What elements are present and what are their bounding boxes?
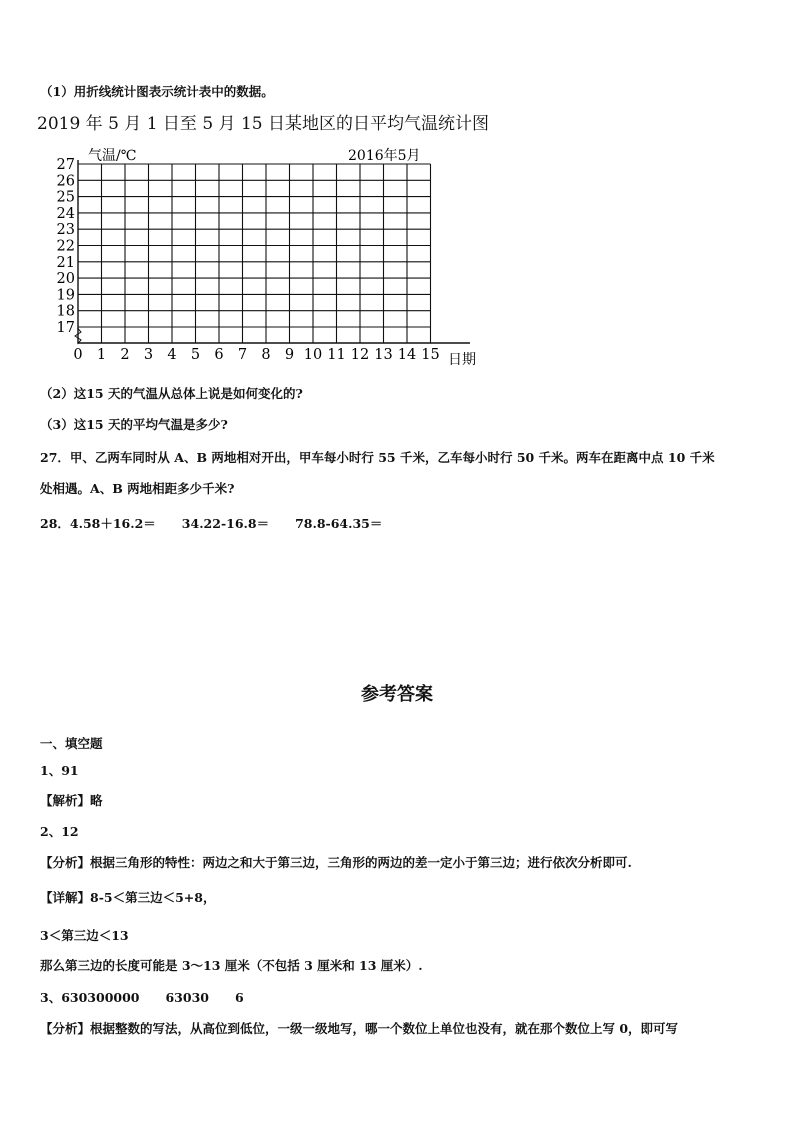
y-tick-label: 19 — [56, 287, 75, 304]
x-tick-label: 5 — [190, 347, 201, 363]
x-tick-label: 1 — [96, 347, 107, 363]
x-tick-label: 13 — [374, 347, 393, 363]
question-1-prompt: （1）用折线统计图表示统计表中的数据。 — [40, 84, 274, 99]
x-axis-ticks — [73, 347, 439, 363]
line-chart-grid — [50, 138, 500, 370]
calc-item: 34.22-16.8＝ — [181, 516, 270, 531]
answer-2-detail: 【详解】8-5＜第三边＜5+8， — [40, 890, 216, 905]
answer-1-analysis: 【解析】略 — [40, 793, 103, 808]
answer-value: 63030 — [165, 990, 209, 1005]
answer-3-analysis: 【分析】根据整数的写法，从高位到低位，一级一级地写，哪一个数位上单位也没有，就在那个数位上写 0，即可写 — [40, 1021, 679, 1036]
y-tick-label: 24 — [56, 205, 75, 222]
question-28 — [40, 514, 382, 532]
chart-grid-lines — [78, 164, 431, 343]
x-tick-label: 12 — [350, 347, 370, 363]
question-2-prompt: （2）这15 天的气温从总体上说是如何变化的? — [40, 386, 303, 401]
y-tick-label: 18 — [56, 303, 75, 320]
x-tick-label: 2 — [120, 347, 130, 363]
x-tick-label: 11 — [327, 347, 346, 363]
answer-value: 6 — [234, 990, 244, 1005]
x-tick-label: 6 — [214, 347, 224, 363]
answer-3-label: 3、 — [40, 990, 62, 1005]
x-tick-label: 7 — [237, 347, 248, 363]
section-heading: 一、填空题 — [40, 736, 103, 751]
answer-2-conclusion: 那么第三边的长度可能是 3～13 厘米（不包括 3 厘米和 13 厘米）. — [40, 958, 423, 973]
x-tick-label: 4 — [167, 347, 177, 363]
y-tick-label: 22 — [56, 238, 75, 255]
chart-title: 2019 年 5 月 1 日至 5 月 15 日某地区的日平均气温统计图 — [37, 114, 489, 134]
calc-item: 4.58＋16.2＝ — [69, 516, 156, 531]
y-tick-label: 26 — [56, 173, 75, 190]
x-tick-label: 14 — [397, 347, 417, 363]
answer-2-step: 3＜第三边＜13 — [40, 928, 129, 943]
x-tick-label: 10 — [303, 347, 323, 363]
question-3-prompt: （3）这15 天的平均气温是多少? — [40, 417, 228, 432]
question-27-line-2: 处相遇。A、B 两地相距多少千米? — [40, 481, 235, 496]
y-tick-label: 17 — [56, 320, 75, 336]
y-tick-label: 25 — [56, 189, 75, 206]
x-tick-label: 9 — [284, 347, 295, 363]
answer-1: 1、91 — [40, 763, 79, 778]
answer-value: 630300000 — [61, 990, 140, 1005]
chart-subtitle: 2016年5月 — [348, 148, 421, 164]
y-tick-label: 27 — [56, 157, 75, 173]
x-tick-label: 3 — [143, 347, 154, 363]
answer-2: 2、12 — [40, 824, 79, 839]
calc-item: 78.8-64.35＝ — [295, 516, 383, 531]
chart-axes — [78, 160, 470, 343]
answer-3 — [40, 988, 244, 1006]
y-axis-ticks — [57, 157, 75, 336]
y-axis-label: 气温/℃ — [88, 148, 137, 164]
y-tick-label: 20 — [56, 271, 75, 288]
y-tick-label: 21 — [56, 254, 75, 271]
y-tick-label: 23 — [56, 222, 75, 239]
x-tick-label: 8 — [261, 347, 271, 363]
x-tick-label: 0 — [73, 347, 83, 363]
question-28-label: 28． — [40, 516, 70, 531]
answers-heading: 参考答案 — [361, 684, 433, 705]
x-axis-label: 日期 — [448, 352, 476, 368]
answer-2-analysis: 【分析】根据三角形的特性：两边之和大于第三边，三角形的两边的差一定小于第三边；进行依次分析即可. — [40, 855, 632, 870]
x-tick-label: 15 — [421, 347, 440, 363]
question-27-line-1: 27．甲、乙两车同时从 A、B 两地相对开出，甲车每小时行 55 千米，乙车每小时行 50 千米。两车在距离中点 10 千米 — [40, 450, 715, 465]
